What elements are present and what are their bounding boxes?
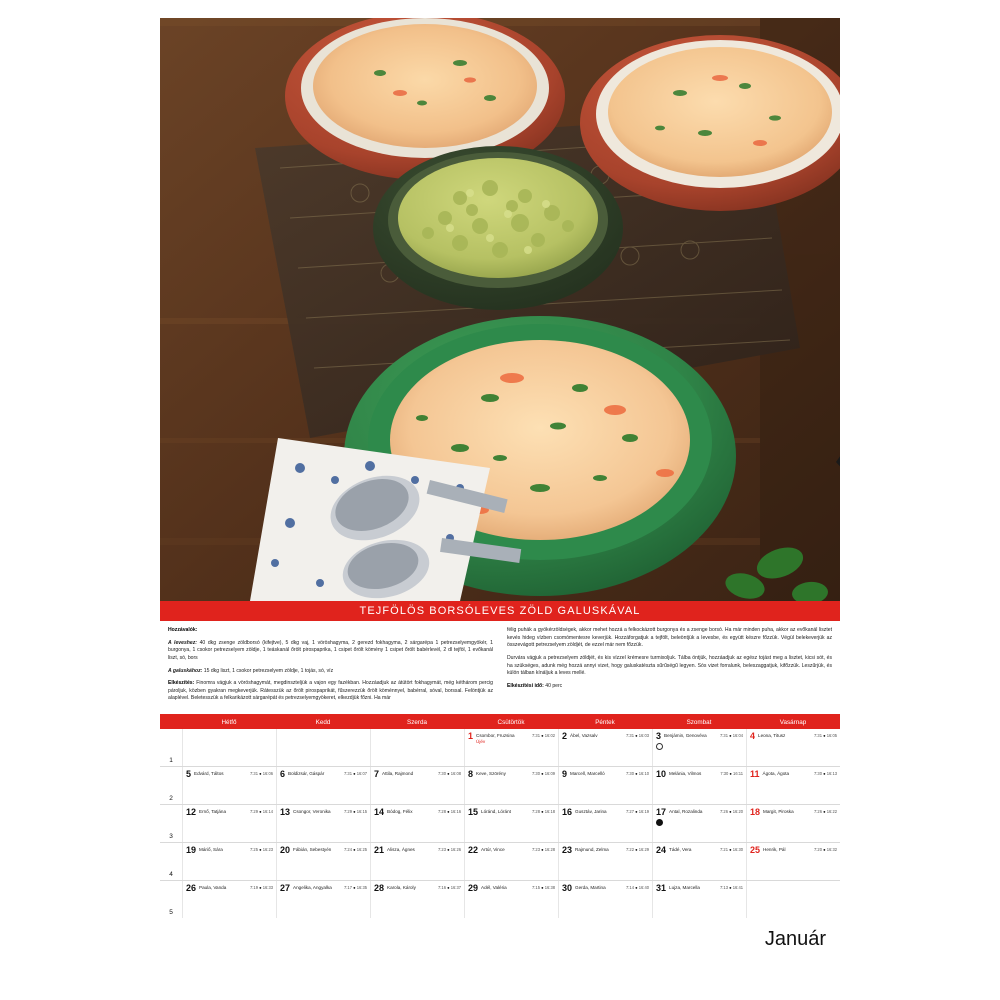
sunset-time: 16:33 [262, 885, 273, 891]
sunrise-time: 7:16 [438, 885, 446, 891]
name-day: Csombor, Fruzsina [476, 733, 515, 739]
soup-ingredients-label: A leveshez: [168, 639, 197, 646]
day-number: 6 [280, 769, 286, 780]
preparation-text-cont-1: félig puhák a gyökérzöldségek, akkor mehet hozzá a felkockázott burgonya és a zsenge borsó. Ha már minden puha, akkor az evőkanál lisztet kevés hideg vízben csomómentesre keverjük. Hozzáforgatjuk a tejfölt, beleöntjük a levesbe, és együtt készre főzzük. Végül belekeverjük az összevágott petrezselyem zöldjét, de ezzel már nem főzzük. [507, 627, 832, 649]
preparation-label: Elkészítés: [168, 680, 195, 687]
sunset-time: 16:22 [826, 809, 837, 815]
sunrise-time: 7:13 [720, 885, 728, 891]
day-number: 29 [468, 883, 479, 894]
sunset-time: 16:29 [638, 847, 649, 853]
sunrise-time: 7:26 [720, 809, 728, 815]
recipe-body [160, 621, 840, 712]
sunset-time: 16:18 [544, 809, 555, 815]
sunrise-time: 7:15 [532, 885, 540, 891]
day-cell[interactable]: 18 Margit, Piroska 7:26 ● 16:22 [746, 805, 840, 842]
sunset-time: 16:23 [262, 847, 273, 853]
sunrise-time: 7:28 [438, 809, 446, 815]
recipe-left-column [168, 627, 493, 708]
day-cell[interactable]: 1 Csombor, Fruzsina Újév 7:31 ● 16:02 [464, 729, 558, 766]
day-number: 23 [562, 845, 573, 856]
sunrise-time: 7:14 [626, 885, 634, 891]
sunset-time: 16:11 [733, 771, 743, 777]
calendar-week-row [160, 729, 840, 767]
sunrise-time: 7:30 [720, 771, 729, 777]
name-day: Leona, Titusz [758, 733, 786, 739]
day-cell[interactable]: 4 Leona, Titusz 7:31 ● 16:05 [746, 729, 840, 766]
sunset-time: 16:15 [356, 809, 367, 815]
sunrise-time: 7:19 [250, 885, 258, 891]
recipe-title-bar [160, 601, 840, 621]
name-day: Fábián, Sebestyén [293, 847, 332, 853]
day-number: 12 [186, 807, 197, 818]
day-cell[interactable]: 14 Bódog, Félix 7:28 ● 16:16 [370, 805, 464, 842]
sunrise-time: 7:29 [344, 809, 352, 815]
day-cell[interactable]: 15 Lóránd, Lóránt 7:28 ● 16:18 [464, 805, 558, 842]
dumpling-ingredients-text: 15 dkg liszt, 1 csokor petrezselyem zöldje, 1 tojás, só, víz [203, 667, 334, 674]
day-cell[interactable] [182, 729, 276, 766]
name-day: Boldizsár, Gáspár [288, 771, 325, 777]
day-cell[interactable]: 7 Attila, Rajmond 7:30 ● 16:08 [370, 767, 464, 804]
week-number: 4 [169, 871, 173, 879]
sunset-time: 16:40 [638, 885, 649, 891]
day-number: 25 [750, 845, 761, 856]
day-number: 13 [280, 807, 291, 818]
sunrise-time: 7:23 [532, 847, 540, 853]
day-cell[interactable]: 22 Artúr, Vince 7:23 ● 16:28 [464, 843, 558, 880]
sunrise-time: 7:31 [344, 771, 352, 777]
dumpling-ingredients-label: A galuskához: [168, 667, 203, 674]
sunset-time: 16:02 [544, 733, 555, 739]
day-number: 18 [750, 807, 761, 818]
sunset-time: 16:37 [450, 885, 461, 891]
recipe-right-column [507, 627, 832, 708]
weekday-friday: Péntek [595, 719, 615, 727]
sunset-time: 16:03 [638, 733, 649, 739]
day-cell[interactable] [276, 729, 370, 766]
name-day: Ágota, Ágota [762, 771, 790, 777]
day-cell[interactable]: 24 Tádé, Vera 7:21 ● 16:30 [652, 843, 746, 880]
sunrise-time: 7:21 [720, 847, 728, 853]
day-cell[interactable] [746, 881, 840, 918]
day-number: 2 [562, 731, 568, 742]
sunset-time: 16:13 [826, 771, 837, 777]
sunset-time: 16:30 [732, 847, 743, 853]
name-day: Alisza, Ágnes [387, 847, 415, 853]
sunrise-time: 7:20 [814, 847, 822, 853]
name-day: Tádé, Vera [669, 847, 692, 853]
name-day: Artúr, Vince [481, 847, 505, 853]
sunrise-time: 7:30 [438, 771, 446, 777]
day-number: 7 [374, 769, 380, 780]
sunrise-time: 7:23 [438, 847, 446, 853]
day-number: 15 [468, 807, 479, 818]
day-number: 30 [562, 883, 573, 894]
name-day: Karola, Károly [387, 885, 416, 891]
sunrise-time: 7:31 [814, 733, 822, 739]
sunset-time: 16:08 [450, 771, 461, 777]
name-day: Antal, Rozalinda [669, 809, 703, 815]
day-cell[interactable]: 16 Gusztáv, Jarina 7:27 ● 16:19 [558, 805, 652, 842]
name-day: Edvárd, Táltos [194, 771, 224, 777]
recipe-title: TEJFÖLÖS BORSÓLEVES ZÖLD GALUSKÁVAL [359, 605, 641, 617]
day-number: 20 [280, 845, 291, 856]
sunset-time: 16:09 [544, 771, 555, 777]
sunset-time: 16:06 [262, 771, 273, 777]
moon-phase-full-icon [656, 819, 663, 826]
day-cell[interactable]: 9 Marcell, Marcelló 7:30 ● 16:10 [558, 767, 652, 804]
name-day: Bódog, Félix [387, 809, 413, 815]
day-cell[interactable]: 20 Fábián, Sebestyén 7:24 ● 16:25 [276, 843, 370, 880]
moon-phase-new-icon [656, 743, 663, 750]
name-day: Lujza, Marcella [669, 885, 700, 891]
weekday-tuesday: Kedd [315, 719, 331, 727]
calendar-week-row [160, 881, 840, 918]
day-cell[interactable]: 5 Edvárd, Táltos 7:31 ● 16:06 [182, 767, 276, 804]
sunset-time: 16:28 [544, 847, 555, 853]
calendar-week-row [160, 805, 840, 843]
name-day: Angelika, Angyalka [293, 885, 332, 891]
sunset-time: 16:41 [732, 885, 743, 891]
sunset-time: 16:20 [732, 809, 743, 815]
week-number: 1 [169, 757, 173, 765]
day-cell[interactable]: 11 Ágota, Ágota 7:30 ● 16:13 [746, 767, 840, 804]
weekday-saturday: Szombat [686, 719, 712, 727]
sunrise-time: 7:31 [720, 733, 728, 739]
calendar-page [160, 18, 840, 980]
prep-time-label: Elkészítési idő: [507, 682, 544, 689]
sunset-time: 16:32 [826, 847, 837, 853]
weekday-monday: Hétfő [221, 719, 237, 727]
day-number: 17 [656, 807, 667, 818]
day-cell[interactable]: 2 Ábel, Vazsalv 7:31 ● 16:03 [558, 729, 652, 766]
ingredients-label: Hozzávalók: [168, 627, 198, 633]
day-cell[interactable]: 27 Angelika, Angyalka 7:17 ● 16:35 [276, 881, 370, 918]
day-cell[interactable] [370, 729, 464, 766]
soup-ingredients-text: 40 dkg zsenge zöldborsó (kifejtve), 5 dkg vaj, 1 vöröshagyma, 2 gerezd fokhagyma, 2 sárgarépa 1 petrezselyemgyökér, 1 burgonya, 1 csokor petrezselyem zöldje, 1 teáskanál őrölt pirospaprika, 1 csipet őrölt kömény 1 csipet őrölt babérlevél, 2 dl tejföl, 1 evőkanál liszt, só, bors [168, 639, 494, 661]
day-number: 14 [374, 807, 385, 818]
sunrise-time: 7:28 [532, 809, 540, 815]
day-number: 9 [562, 769, 568, 780]
preparation-text-cont-2: Durvára vágjuk a petrezselyem zöldjét, és kis vízzel krémesre turmixoljuk. Tálba öntjük, hozzáadjuk az egész tojást meg a lisztet, kicsi sót, és ha szükséges, adunk még hozzá annyi vizet, hogy galuskatészta sűrűségű legyen. Sós vizet forralunk, beleszaggatjuk, kifőzzük. Leszűrjük, és külön tálban kínáljuk a leves mellé. [507, 654, 832, 677]
name-day: Melánia, Vilmos [669, 771, 702, 777]
day-cell[interactable]: 8 Keve, Szörény 7:30 ● 16:09 [464, 767, 558, 804]
day-number: 28 [374, 883, 385, 894]
day-cell[interactable]: 21 Alisza, Ágnes 7:23 ● 16:26 [370, 843, 464, 880]
calendar-grid [160, 714, 840, 951]
sunrise-time: 7:30 [532, 771, 540, 777]
week-number: 5 [169, 909, 173, 917]
calendar-week-row [160, 767, 840, 805]
name-day: Adél, Valéria [481, 885, 507, 891]
day-number: 19 [186, 845, 197, 856]
sunrise-time: 7:31 [626, 733, 634, 739]
name-day: Ábel, Vazsalv [570, 733, 598, 739]
photo-illustration [160, 18, 840, 601]
month-name: Január [764, 928, 826, 951]
name-day: Paula, Vanda [199, 885, 227, 891]
day-cell[interactable]: 23 Rajmund, Zelma 7:22 ● 16:29 [558, 843, 652, 880]
sunset-time: 16:38 [544, 885, 555, 891]
name-day: Marcell, Marcelló [570, 771, 605, 777]
day-number: 21 [374, 845, 385, 856]
weekday-wednesday: Szerda [407, 719, 427, 727]
day-cell[interactable]: 28 Karola, Károly 7:16 ● 16:37 [370, 881, 464, 918]
name-day: Ernő, Tatjána [199, 809, 227, 815]
name-day: Lóránd, Lóránt [481, 809, 511, 815]
day-cell[interactable]: 31 Lujza, Marcella 7:13 ● 16:41 [652, 881, 746, 918]
holiday-name: Újév [476, 738, 486, 744]
sunrise-time: 7:30 [814, 771, 822, 777]
sunrise-time: 7:31 [532, 733, 540, 739]
name-day: Rajmund, Zelma [575, 847, 609, 853]
day-cell[interactable]: 10 Melánia, Vilmos 7:30 ● 16:11 [652, 767, 746, 804]
day-cell[interactable]: 17 Antal, Rozalinda 7:26 ● 16:20 [652, 805, 746, 842]
day-cell[interactable]: 6 Boldizsár, Gáspár 7:31 ● 16:07 [276, 767, 370, 804]
day-number: 8 [468, 769, 474, 780]
weekday-thursday: Csütörtök [497, 719, 525, 727]
name-day: Gusztáv, Jarina [575, 809, 607, 815]
sunset-time: 16:16 [450, 809, 461, 815]
preparation-text: Finomra vágjuk a vöröshagymát, megdinszteljük a vajon egy fazékban. Hozzáadjuk az átütört fokhagymát, még kéthárom percig pároljuk, közben gyakran megkeverjük. Rátesszük az őrölt pirospaprikát, fűszerezzük őrölt köménnyel, babérral, sóval, borssal. Felöntjük az alaplével. Beletesszük a felkarikázott sárgarépát és petrezselyemgyökeret, elkezdjük főzni. Ha már [168, 680, 494, 702]
day-number: 5 [186, 769, 192, 780]
day-number: 27 [280, 883, 291, 894]
sunrise-time: 7:27 [626, 809, 634, 815]
name-day: Máriő, Sára [199, 847, 223, 853]
sunrise-time: 7:29 [250, 809, 258, 815]
prep-time-value: 40 perc [545, 682, 563, 689]
sunset-time: 16:25 [356, 847, 367, 853]
day-cell[interactable]: 12 Ernő, Tatjána 7:29 ● 16:14 [182, 805, 276, 842]
day-number: 4 [750, 731, 756, 742]
day-number: 31 [656, 883, 667, 894]
sunrise-time: 7:26 [814, 809, 822, 815]
dish-photograph [160, 18, 840, 601]
sunset-time: 16:26 [450, 847, 461, 853]
day-number: 16 [562, 807, 573, 818]
name-day: Benjámin, Genovéva [664, 733, 707, 739]
name-day: Margit, Piroska [763, 809, 794, 815]
name-day: Csongor, Veronika [293, 809, 331, 815]
day-number: 10 [656, 769, 667, 780]
name-day: Henrik, Pál [763, 847, 786, 853]
day-number: 24 [656, 845, 667, 856]
day-number: 26 [186, 883, 197, 894]
sunset-time: 16:35 [356, 885, 367, 891]
sunrise-time: 7:17 [344, 885, 352, 891]
day-cell[interactable]: 25 Henrik, Pál 7:20 ● 16:32 [746, 843, 840, 880]
day-number: 11 [750, 769, 760, 780]
sunrise-time: 7:31 [250, 771, 258, 777]
sunrise-time: 7:24 [344, 847, 352, 853]
name-day: Gerda, Martina [575, 885, 606, 891]
sunset-time: 16:05 [826, 733, 837, 739]
week-number: 3 [169, 833, 173, 841]
day-number: 3 [656, 731, 662, 742]
day-cell[interactable]: 29 Adél, Valéria 7:15 ● 16:38 [464, 881, 558, 918]
week-number: 2 [169, 795, 173, 803]
day-number: 22 [468, 845, 479, 856]
sunrise-time: 7:25 [250, 847, 258, 853]
day-cell[interactable]: 3 Benjámin, Genovéva 7:31 ● 16:04 [652, 729, 746, 766]
sunset-time: 16:19 [638, 809, 649, 815]
sunset-time: 16:10 [638, 771, 649, 777]
weekday-sunday: Vasárnap [779, 719, 807, 727]
day-cell[interactable]: 13 Csongor, Veronika 7:29 ● 16:15 [276, 805, 370, 842]
sunrise-time: 7:30 [626, 771, 634, 777]
sunset-time: 16:14 [262, 809, 273, 815]
sunrise-time: 7:22 [626, 847, 634, 853]
weekday-header-row [160, 716, 840, 729]
name-day: Attila, Rajmond [382, 771, 414, 777]
name-day: Keve, Szörény [476, 771, 506, 777]
calendar-week-row [160, 843, 840, 881]
day-cell[interactable]: 26 Paula, Vanda 7:19 ● 16:33 [182, 881, 276, 918]
day-number: 1 [468, 731, 474, 742]
sunset-time: 16:04 [732, 733, 743, 739]
day-cell[interactable]: 19 Máriő, Sára 7:25 ● 16:23 [182, 843, 276, 880]
sunset-time: 16:07 [356, 771, 367, 777]
day-cell[interactable]: 30 Gerda, Martina 7:14 ● 16:40 [558, 881, 652, 918]
